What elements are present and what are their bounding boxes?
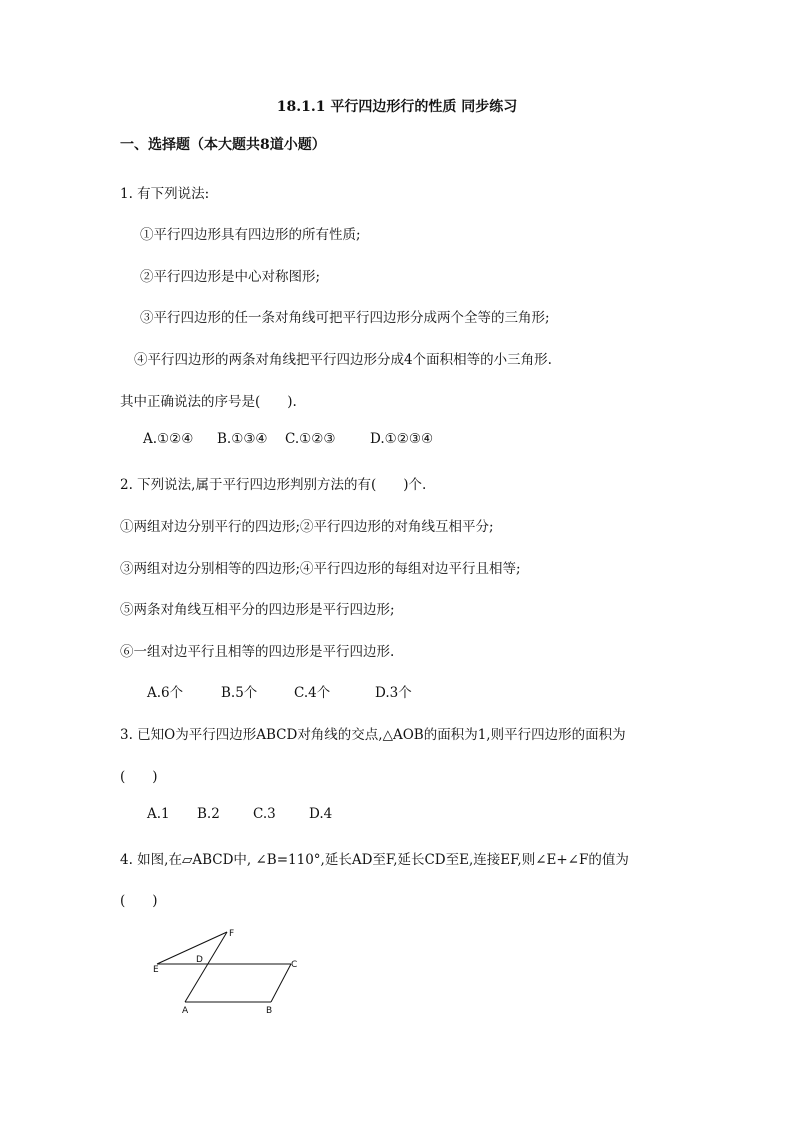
q3-option-c[interactable]: C.3 bbox=[253, 806, 276, 822]
q1-option-b[interactable]: B.①③④ bbox=[217, 431, 268, 447]
q3-options bbox=[147, 806, 332, 822]
label-f: F bbox=[229, 929, 235, 939]
q2-option-a[interactable]: A.6个 bbox=[147, 685, 184, 701]
segment-ef bbox=[157, 932, 227, 964]
q1-stem: 1. 有下列说法: bbox=[120, 186, 210, 202]
q1-ask: 其中正确说法的序号是( ). bbox=[120, 394, 297, 410]
q3-option-d[interactable]: D.4 bbox=[309, 806, 333, 822]
q3-stem: 3. 已知O为平行四边形ABCD对角线的交点,△AOB的面积为1,则平行四边形的面积为 bbox=[120, 727, 626, 743]
q2-options bbox=[147, 681, 412, 701]
q1-item-2: ②平行四边形是中心对称图形; bbox=[140, 269, 321, 285]
q1-option-d[interactable]: D.①②③④ bbox=[370, 431, 434, 447]
q1-item-1: ①平行四边形具有四边形的所有性质; bbox=[140, 227, 361, 243]
q2-stem: 2. 下列说法,属于平行四边形判别方法的有( )个. bbox=[120, 477, 427, 493]
page-title: 18.1.1 平行四边形行的性质 同步练习 bbox=[276, 99, 518, 115]
q3-paren: ( ) bbox=[120, 769, 158, 785]
q4-stem: 4. 如图,在▱ABCD中, ∠B=110°,延长AD至F,延长CD至E,连接EF,则∠E+∠F的值为 bbox=[120, 852, 629, 868]
q2-option-b[interactable]: B.5个 bbox=[221, 685, 258, 701]
label-e: E bbox=[153, 965, 159, 975]
q4-paren: ( ) bbox=[120, 893, 158, 909]
label-c: C bbox=[291, 960, 298, 970]
label-d: D bbox=[196, 955, 203, 965]
q1-option-c[interactable]: C.①②③ bbox=[285, 431, 336, 447]
q1-item-3: ③平行四边形的任一条对角线可把平行四边形分成两个全等的三角形; bbox=[140, 310, 550, 326]
q2-item-3: ⑤两条对角线互相平分的四边形是平行四边形; bbox=[120, 602, 395, 618]
label-a: A bbox=[182, 1006, 189, 1016]
q2-option-d[interactable]: D.3个 bbox=[375, 685, 412, 701]
label-b: B bbox=[266, 1006, 273, 1016]
q1-options bbox=[143, 431, 433, 447]
q2-item-2: ③两组对边分别相等的四边形;④平行四边形的每组对边平行且相等; bbox=[120, 561, 521, 577]
segment-af bbox=[185, 932, 227, 1002]
q2-item-4: ⑥一组对边平行且相等的四边形是平行四边形. bbox=[120, 644, 395, 660]
q1-option-a[interactable]: A.①②④ bbox=[143, 431, 194, 447]
q4-figure bbox=[140, 920, 330, 1020]
section-heading: 一、选择题（本大题共8道小题） bbox=[120, 137, 326, 153]
segment-bc bbox=[271, 964, 291, 1002]
q3-option-a[interactable]: A.1 bbox=[147, 806, 170, 822]
q2-option-c[interactable]: C.4个 bbox=[294, 685, 331, 701]
q2-item-1: ①两组对边分别平行的四边形;②平行四边形的对角线互相平分; bbox=[120, 519, 494, 535]
q1-item-4: ④平行四边形的两条对角线把平行四边形分成4个面积相等的小三角形. bbox=[134, 352, 552, 368]
q3-option-b[interactable]: B.2 bbox=[197, 806, 220, 822]
